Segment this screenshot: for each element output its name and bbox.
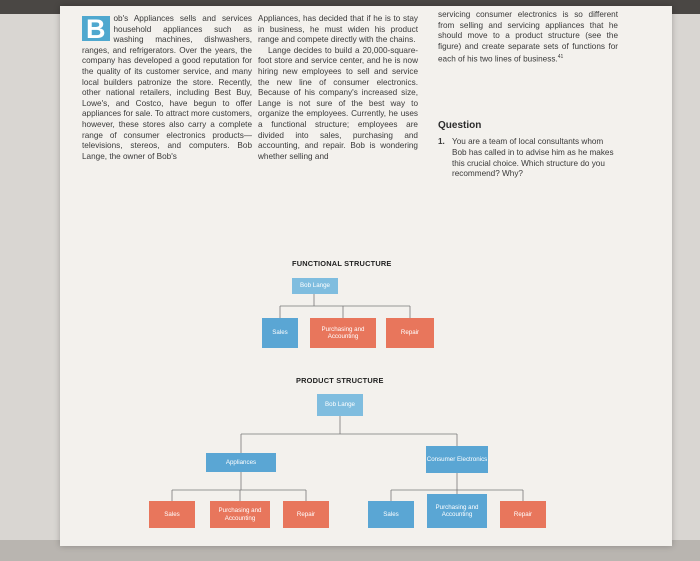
question-text: You are a team of local consultants whom Bob has called in to advise him as he makes this crucial choice. Which structure do you recommend? Why? bbox=[452, 137, 614, 179]
appliances-division-box: Appliances bbox=[206, 453, 276, 472]
functional-sales-box: Sales bbox=[262, 318, 298, 348]
case-paragraph-4: servicing consumer electronics is so different from selling and servicing appliances that he should move to a product structure (see the figure) and create separate sets of functions for each of his two lines of business. bbox=[438, 10, 618, 65]
electronics-repair-box: Repair bbox=[500, 501, 546, 528]
electronics-purchasing-box: Purchasing and Accounting bbox=[427, 494, 487, 528]
product-structure-title: PRODUCT STRUCTURE bbox=[296, 376, 384, 385]
case-paragraph-2: Appliances, has decided that if he is to stay in business, he must widen his product range and compete directly with the chains. bbox=[258, 14, 418, 45]
functional-purchasing-box: Purchasing and Accounting bbox=[310, 318, 376, 348]
appliances-sales-box: Sales bbox=[149, 501, 195, 528]
functional-repair-box: Repair bbox=[386, 318, 434, 348]
electronics-sales-box: Sales bbox=[368, 501, 414, 528]
question-number: 1. bbox=[438, 137, 445, 146]
appliances-purchasing-box: Purchasing and Accounting bbox=[210, 501, 270, 528]
question-heading: Question bbox=[438, 120, 482, 131]
footnote-marker: 41 bbox=[557, 54, 564, 61]
case-paragraph-1: ob's Appliances sells and services household appliances such as washing machines, dishwashers, ranges, and refrigerators. Over the years, the company has developed a good reputation for the quality of its customer service, and many local builders patronize the store. Recently, other national retailers, including Best Buy, Lowe's, and Costco, have begun to offer appliances for sale. To attract more customers, however, these stores also carry a complete range of consumer electronics products—televisions, stereos, and computers. Bob Lange, the owner of Bob's bbox=[82, 14, 252, 161]
dropcap: B bbox=[82, 16, 110, 41]
textbook-page bbox=[60, 6, 672, 546]
appliances-repair-box: Repair bbox=[283, 501, 329, 528]
functional-structure-title: FUNCTIONAL STRUCTURE bbox=[292, 259, 392, 268]
case-paragraph-3: Lange decides to build a 20,000-square-foot store and service center, and he is now hiring new employees to sell and service the new line of consumer electronics. Because of his company's increased size, Lange is not sure of the best way to organize the employees. Currently, he uses a functional structure; employees are divided into sales, purchasing and accounting, and repair. Bob is wondering whether selling and bbox=[258, 45, 418, 161]
product-top-box: Bob Lange bbox=[317, 394, 363, 416]
functional-top-box: Bob Lange bbox=[292, 278, 338, 294]
org-chart-connectors bbox=[60, 6, 672, 546]
electronics-division-box: Consumer Electronics bbox=[426, 446, 488, 473]
